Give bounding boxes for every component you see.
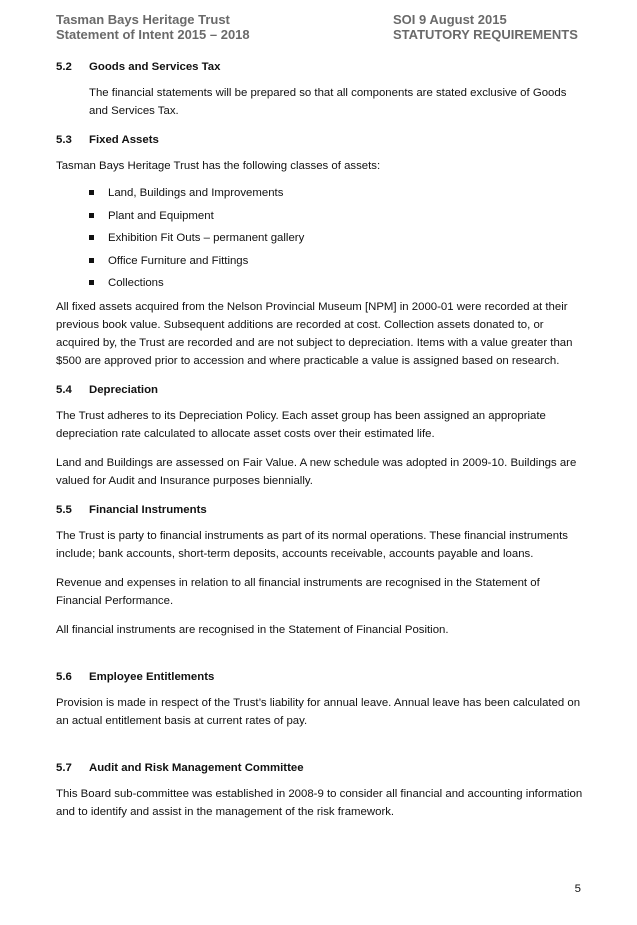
section-heading-5-7: [56, 759, 586, 777]
depreciation-paragraph-2: Land and Buildings are assessed on Fair Value. A new schedule was adopted in 2009-10. Buildings are valued for Audit and Insurance purposes biennially.: [56, 456, 577, 487]
asset-classes-list: [56, 184, 586, 297]
header-section-title: STATUTORY REQUIREMENTS: [393, 27, 578, 42]
section-title: Audit and Risk Management Committee: [89, 761, 304, 774]
bullet-icon: [89, 235, 94, 240]
section-title: Goods and Services Tax: [89, 61, 221, 73]
audit-committee-paragraph: This Board sub-committee was established in 2008-9 to consider all financial and accounting information and to identify and assist in the management of the risk framework.: [56, 787, 583, 818]
section-heading-5-3: [56, 131, 586, 149]
section-number: 5.7: [56, 761, 72, 774]
section-number: 5.3: [56, 134, 72, 146]
header-org: Tasman Bays Heritage Trust: [56, 12, 230, 27]
section-title: Fixed Assets: [89, 134, 159, 146]
page-header: [56, 12, 597, 44]
list-item: Plant and Equipment: [56, 207, 586, 230]
list-item: Land, Buildings and Improvements: [56, 184, 586, 207]
section-number: 5.6: [56, 670, 72, 683]
section-number: 5.2: [56, 61, 72, 73]
financial-instruments-paragraph-1: The Trust is party to financial instruments as part of its normal operations. These financial instruments include; bank accounts, short-term deposits, accounts receivable, accounts payable and loans.: [56, 529, 568, 560]
section-heading-5-5: [56, 501, 586, 519]
gst-paragraph: The financial statements will be prepared so that all components are stated exclusive of Goods and Services Tax.: [89, 87, 567, 117]
depreciation-paragraph-1: The Trust adheres to its Depreciation Policy. Each asset group has been assigned an appropriate depreciation rate calculated to allocate asset costs over their estimated life.: [56, 409, 546, 440]
section-title: Financial Instruments: [89, 503, 207, 516]
financial-instruments-paragraph-2: Revenue and expenses in relation to all financial instruments are recognised in the Statement of Financial Performance.: [56, 576, 540, 607]
bullet-icon: [89, 280, 94, 285]
assets-intro: Tasman Bays Heritage Trust has the following classes of assets:: [56, 160, 381, 172]
section-title: Employee Entitlements: [89, 670, 215, 683]
header-soi-date: SOI 9 August 2015: [393, 12, 507, 27]
section-heading-5-2: [56, 58, 586, 76]
bullet-icon: [89, 213, 94, 218]
section-number: 5.4: [56, 383, 72, 396]
list-item: Office Furniture and Fittings: [56, 252, 586, 275]
section-number: 5.5: [56, 503, 72, 516]
employee-entitlements-paragraph: Provision is made in respect of the Trust’s liability for annual leave. Annual leave has been calculated on an actual entitlement basis at current rates of pay.: [56, 696, 581, 727]
financial-instruments-paragraph-3: All financial instruments are recognised in the Statement of Financial Position.: [56, 623, 449, 636]
section-heading-5-6: [56, 668, 586, 686]
bullet-icon: [89, 258, 94, 263]
list-item: Collections: [56, 274, 586, 297]
page-number: 5: [574, 883, 581, 895]
header-left: [56, 12, 250, 42]
fixed-assets-paragraph: All fixed assets acquired from the Nelson Provincial Museum [NPM] in 2000-01 were recorded at their previous book value. Subsequent additions are recorded at cost. Collection assets donated to, or acquired by, the Trust are recorded and are not subject to depreciation. Items with a value greater than $500 are approved prior to accession and where practicable a value is assigned based on research.: [56, 300, 573, 367]
document-body: [56, 58, 586, 821]
header-doc-title: Statement of Intent 2015 – 2018: [56, 27, 250, 42]
section-heading-5-4: [56, 381, 586, 399]
section-title: Depreciation: [89, 383, 158, 396]
bullet-icon: [89, 190, 94, 195]
header-right: [393, 12, 578, 42]
list-item: Exhibition Fit Outs – permanent gallery: [56, 229, 586, 252]
